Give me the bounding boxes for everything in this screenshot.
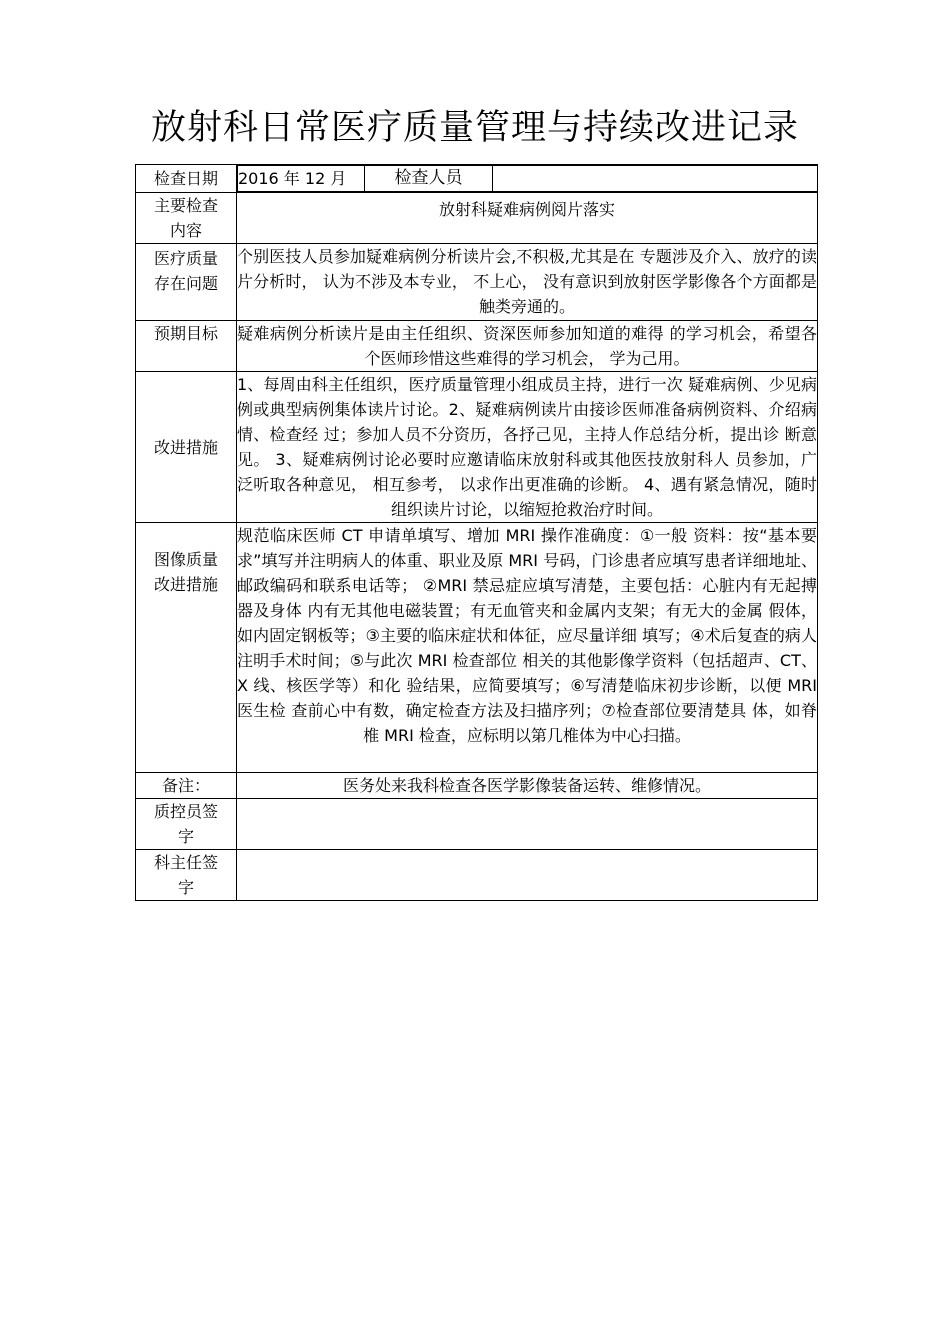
goal-label: 预期目标: [136, 321, 237, 372]
issues-label-line1: 医疗质量: [153, 249, 218, 268]
director-signature-label-line2: 字: [177, 878, 194, 897]
header-inner-table: [237, 165, 818, 192]
qc-signature-label-line2: 字: [177, 827, 194, 846]
qc-signature-row: [136, 799, 818, 850]
measures-value: 1、每周由科主任组织，医疗质量管理小组成员主持，进行一次 疑难病例、少见病例或典型病例集体读片讨论。2、疑难病例读片由接诊医师准备病例资料、介绍病情、检查经 过；参加人员不分资历，各抒己见，主持人作总结分析，提出诊 断意见。 3、疑难病例讨论必要时应邀请临床放射科或其他医技放射科人 员参加，广泛听取各种意见， 相互参考， 以求作出更准确的诊断。 4、遇有紧急情况，随时组织读片讨论，以缩短抢救治疗时间。: [237, 372, 818, 523]
header-values-cell: [237, 165, 818, 193]
inspector-value: [493, 166, 818, 192]
director-signature-value: [237, 850, 818, 901]
main-content-row: [136, 193, 818, 244]
image-quality-row: [136, 523, 818, 773]
image-quality-label: [136, 523, 237, 773]
image-quality-value: 规范临床医师 CT 申请单填写、增加 MRI 操作准确度：①一般 资料：按“基本要求”填写并注明病人的体重、职业及原 MRI 号码，门诊患者应填写患者详细地址、邮政编码和联系电话等； ②MRI 禁忌症应填写清楚，主要包括：心脏内有无起搏器及身体 内有无其他电磁装置；有无血管夹和金属内支架；有无大的金属 假体，如内固定钢板等；③主要的临床症状和体征，应尽量详细 填写；④术后复查的病人注明手术时间；⑤与此次 MRI 检查部位 相关的其他影像学资料（包括超声、CT、X 线、核医学等）和化 验结果，应简要填写；⑥写清楚临床初步诊断，以便 MRI 医生检 查前心中有数，确定检查方法及扫描序列；⑦检查部位要清楚具 体，如脊椎 MRI 检查，应标明以第几椎体为中心扫描。: [237, 523, 818, 773]
quality-record-table: [135, 164, 818, 901]
director-signature-label: [136, 850, 237, 901]
qc-signature-value: [237, 799, 818, 850]
issues-row: [136, 244, 818, 321]
remarks-value: 医务处来我科检查各医学影像装备运转、维修情况。: [237, 773, 818, 799]
image-quality-label-line2: 改进措施: [153, 575, 218, 594]
issues-label-line2: 存在问题: [153, 274, 218, 293]
issues-label: [136, 244, 237, 321]
main-content-label: [136, 193, 237, 244]
qc-signature-label-line1: 质控员签: [153, 802, 218, 821]
remarks-row: [136, 773, 818, 799]
goal-row: [136, 321, 818, 372]
header-row: [136, 165, 818, 193]
image-quality-label-line1: 图像质量: [153, 550, 218, 569]
measures-row: [136, 372, 818, 523]
measures-label: 改进措施: [136, 372, 237, 523]
issues-value: 个别医技人员参加疑难病例分析读片会,不积极,尤其是在 专题涉及介入、放疗的读片分析时， 认为不涉及本专业， 不上心， 没有意识到放射医学影像各个方面都是触类旁通的。: [237, 244, 818, 321]
director-signature-row: [136, 850, 818, 901]
goal-value: 疑难病例分析读片是由主任组织、资深医师参加知道的难得 的学习机会，希望各个医师珍惜这些难得的学习机会， 学为己用。: [237, 321, 818, 372]
main-content-label-line1: 主要检查: [153, 196, 218, 215]
director-signature-label-line1: 科主任签: [153, 853, 218, 872]
qc-signature-label: [136, 799, 237, 850]
document-title: 放射科日常医疗质量管理与持续改进记录: [150, 108, 799, 148]
date-label: 检查日期: [136, 165, 237, 193]
remarks-label: 备注：: [136, 773, 237, 799]
date-value: 2016 年 12 月: [238, 166, 365, 192]
inspector-label: 检查人员: [365, 166, 493, 192]
main-content-value: 放射科疑难病例阅片落实: [237, 193, 818, 244]
main-content-label-line2: 内容: [169, 221, 202, 240]
